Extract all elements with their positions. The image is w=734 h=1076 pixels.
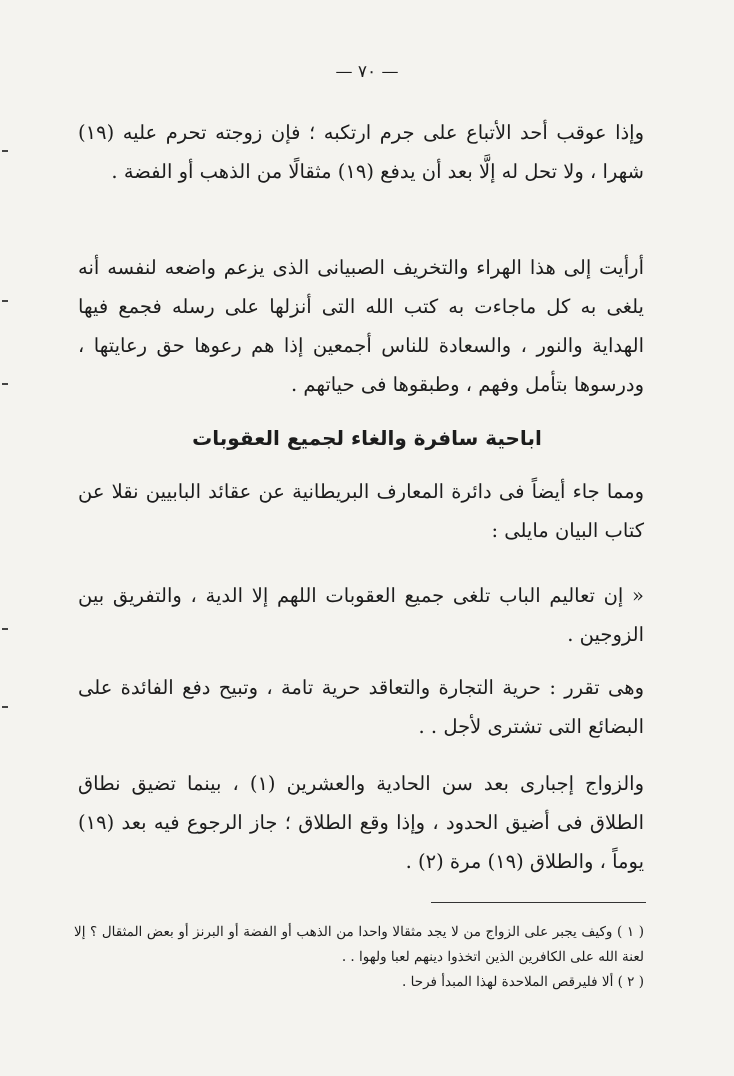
paragraph-1 xyxy=(78,113,644,191)
footnotes xyxy=(74,920,644,995)
paragraph-1-text: وإذا عوقب أحد الأتباع على جرم ارتكبه ؛ فإن زوجته تحرم عليه (١٩) شهرا ، ولا تحل له إلَّا بعد أن يدفع (١٩) مثقالًا من الذهب أو الفضة . xyxy=(78,121,644,183)
section-heading: اباحية سافرة والغاء لجميع العقوبات xyxy=(192,426,542,450)
paragraph-4 xyxy=(78,576,644,654)
paragraph-4-text: « إن تعاليم الباب تلغى جميع العقوبات اللهم إلا الدية ، والتفريق بين الزوجين . xyxy=(78,584,644,646)
scan-edge-mark xyxy=(2,150,8,152)
footnote-1: ( ١ ) وكيف يجبر على الزواج من لا يجد مثقالا واحدا من الذهب أو الفضة أو البرنز أو بعض المثقال ؟ إلا لعنة الله على الكافرين الذين اتخذوا دينهم لعبا ولهوا . . xyxy=(74,924,644,965)
footnote-divider xyxy=(431,902,646,903)
scan-edge-mark xyxy=(2,628,8,630)
page-number: — ٧٠ — xyxy=(335,62,399,82)
paragraph-3 xyxy=(78,472,644,550)
scan-edge-mark xyxy=(2,706,8,708)
paragraph-2 xyxy=(78,248,644,404)
paragraph-6 xyxy=(78,764,644,881)
paragraph-5 xyxy=(78,668,644,746)
paragraph-3-text: ومما جاء أيضاً فى دائرة المعارف البريطانية عن عقائد البابيين نقلا عن كتاب البيان مايلى : xyxy=(78,480,644,542)
scan-edge-mark xyxy=(2,300,8,302)
paragraph-6-text: والزواج إجبارى بعد سن الحادية والعشرين (١) ، بينما تضيق نطاق الطلاق فى أضيق الحدود ، وإذا وقع الطلاق ؛ جاز الرجوع فيه بعد (١٩) يوماً ، والطلاق (١٩) مرة (٢) . xyxy=(78,772,644,873)
paragraph-5-text: وهى تقرر : حرية التجارة والتعاقد حرية تامة ، وتبيح دفع الفائدة على البضائع التى تشترى لأجل . . xyxy=(78,676,644,738)
footnote-2: ( ٢ ) ألا فليرقص الملاحدة لهذا المبدأ فرحا . xyxy=(402,974,644,990)
scan-edge-mark xyxy=(2,383,8,385)
paragraph-2-text: أرأيت إلى هذا الهراء والتخريف الصبيانى الذى يزعم واضعه لنفسه أنه يلغى به كل ماجاءت به كتب الله التى أنزلها على رسله فجمع فيها الهداية والنور ، والسعادة للناس أجمعين إذا هم رعوها حق رعايتها ، ودرسوها بتأمل وفهم ، وطبقوها فى حياتهم . xyxy=(78,256,644,396)
